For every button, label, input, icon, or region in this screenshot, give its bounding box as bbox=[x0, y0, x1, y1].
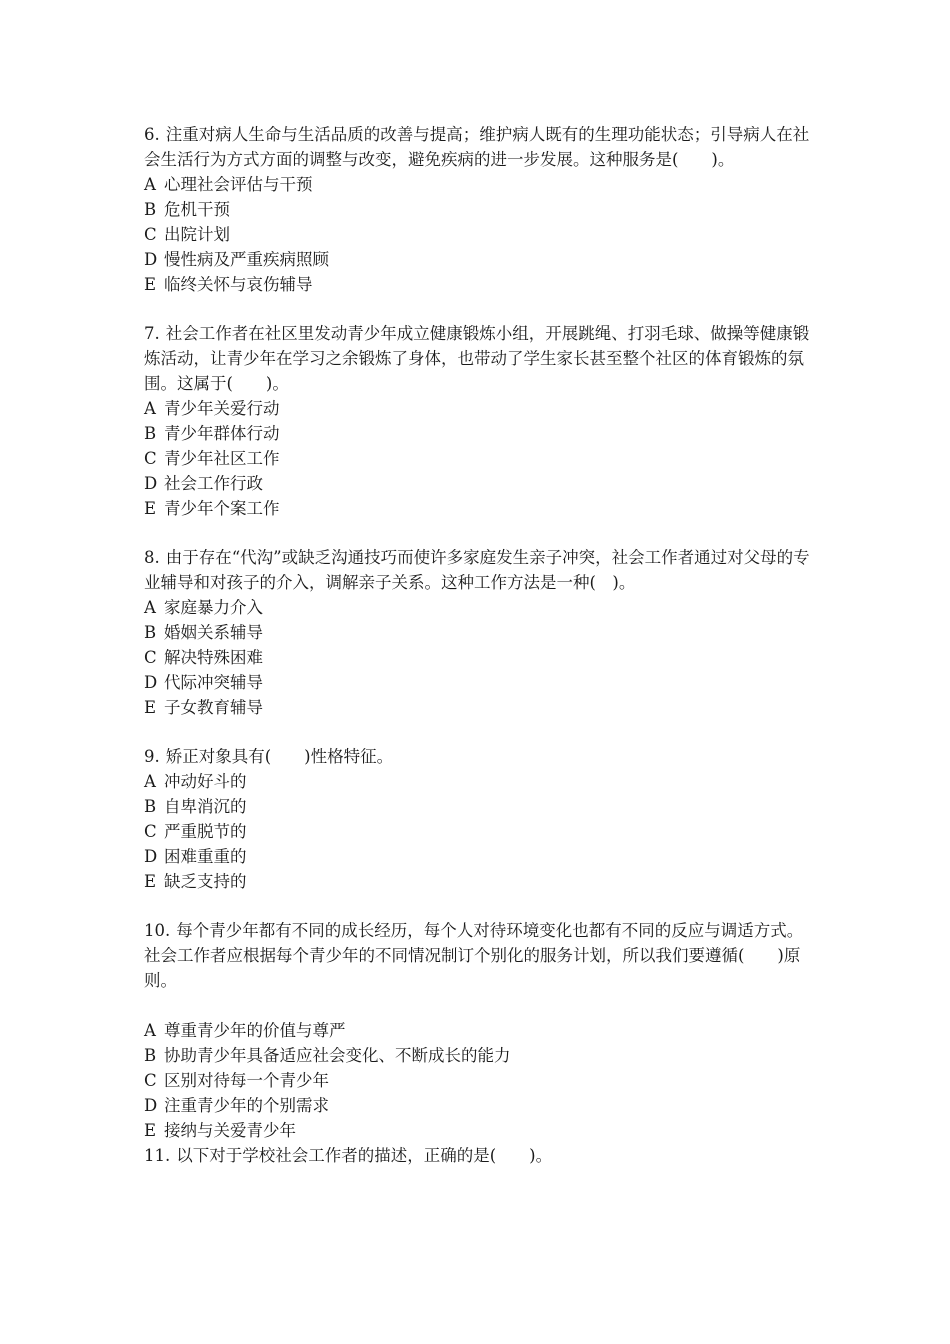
option-c bbox=[144, 819, 812, 844]
option-letter: A bbox=[144, 1021, 156, 1040]
question-11 bbox=[144, 1143, 812, 1168]
option-e bbox=[144, 272, 812, 297]
option-text: 协助青少年具备适应社会变化、不断成长的能力 bbox=[164, 1046, 511, 1065]
question-stem bbox=[144, 321, 812, 396]
option-b bbox=[144, 1043, 812, 1068]
option-letter: A bbox=[144, 598, 156, 617]
option-text: 子女教育辅导 bbox=[164, 698, 263, 717]
option-e bbox=[144, 869, 812, 894]
option-d bbox=[144, 471, 812, 496]
option-c bbox=[144, 645, 812, 670]
option-text: 社会工作行政 bbox=[164, 474, 263, 493]
option-letter: B bbox=[144, 797, 157, 816]
question-10 bbox=[144, 918, 812, 1143]
option-e bbox=[144, 1118, 812, 1143]
option-c bbox=[144, 446, 812, 471]
option-text: 青少年社区工作 bbox=[164, 449, 280, 468]
option-list bbox=[144, 396, 812, 521]
spacer bbox=[144, 521, 812, 545]
question-7 bbox=[144, 321, 812, 521]
option-list bbox=[144, 769, 812, 894]
option-letter: E bbox=[144, 872, 157, 891]
option-c bbox=[144, 222, 812, 247]
option-text: 区别对待每一个青少年 bbox=[164, 1071, 329, 1090]
question-text: 以下对于学校社会工作者的描述，正确的是( )。 bbox=[176, 1146, 553, 1165]
question-number: 7. bbox=[144, 324, 160, 343]
option-letter: B bbox=[144, 200, 157, 219]
option-letter: D bbox=[144, 1096, 158, 1115]
option-text: 家庭暴力介入 bbox=[164, 598, 263, 617]
document-page bbox=[144, 122, 812, 1168]
question-number: 11. bbox=[144, 1146, 171, 1165]
option-text: 危机干预 bbox=[164, 200, 230, 219]
option-text: 代际冲突辅导 bbox=[164, 673, 263, 692]
option-list bbox=[144, 172, 812, 297]
option-text: 婚姻关系辅导 bbox=[164, 623, 263, 642]
option-text: 缺乏支持的 bbox=[164, 872, 247, 891]
option-a bbox=[144, 595, 812, 620]
spacer bbox=[144, 720, 812, 744]
spacer bbox=[144, 993, 812, 1018]
option-text: 出院计划 bbox=[164, 225, 230, 244]
question-stem bbox=[144, 918, 812, 993]
option-text: 慢性病及严重疾病照顾 bbox=[164, 250, 329, 269]
option-letter: D bbox=[144, 250, 158, 269]
option-letter: A bbox=[144, 772, 156, 791]
option-b bbox=[144, 421, 812, 446]
option-d bbox=[144, 844, 812, 869]
option-letter: E bbox=[144, 275, 157, 294]
option-letter: B bbox=[144, 424, 157, 443]
option-text: 青少年关爱行动 bbox=[164, 399, 280, 418]
option-d bbox=[144, 670, 812, 695]
option-a bbox=[144, 769, 812, 794]
question-8 bbox=[144, 545, 812, 720]
option-list bbox=[144, 595, 812, 720]
option-list bbox=[144, 1018, 812, 1143]
option-b bbox=[144, 794, 812, 819]
option-letter: E bbox=[144, 499, 157, 518]
option-letter: B bbox=[144, 623, 157, 642]
option-letter: A bbox=[144, 399, 156, 418]
option-text: 青少年个案工作 bbox=[164, 499, 280, 518]
option-letter: E bbox=[144, 698, 157, 717]
option-letter: C bbox=[144, 449, 157, 468]
option-d bbox=[144, 1093, 812, 1118]
option-text: 自卑消沉的 bbox=[164, 797, 247, 816]
option-a bbox=[144, 172, 812, 197]
option-letter: C bbox=[144, 648, 157, 667]
question-text: 由于存在“代沟”或缺乏沟通技巧而使许多家庭发生亲子冲突，社会工作者通过对父母的专业辅导和对孩子的介入，调解亲子关系。这种工作方法是一种( )。 bbox=[144, 548, 810, 592]
question-stem bbox=[144, 545, 812, 595]
spacer bbox=[144, 894, 812, 918]
option-letter: C bbox=[144, 1071, 157, 1090]
question-text: 社会工作者在社区里发动青少年成立健康锻炼小组，开展跳绳、打羽毛球、做操等健康锻炼活动，让青少年在学习之余锻炼了身体，也带动了学生家长甚至整个社区的体育锻炼的氛围。这属于( )。 bbox=[144, 324, 810, 393]
option-e bbox=[144, 695, 812, 720]
option-text: 严重脱节的 bbox=[164, 822, 247, 841]
question-text: 矫正对象具有( )性格特征。 bbox=[165, 747, 394, 766]
option-c bbox=[144, 1068, 812, 1093]
question-6 bbox=[144, 122, 812, 297]
option-letter: D bbox=[144, 474, 158, 493]
question-stem bbox=[144, 744, 812, 769]
option-text: 尊重青少年的价值与尊严 bbox=[164, 1021, 346, 1040]
option-text: 临终关怀与哀伤辅导 bbox=[164, 275, 313, 294]
option-letter: A bbox=[144, 175, 156, 194]
option-text: 注重青少年的个别需求 bbox=[164, 1096, 329, 1115]
question-stem bbox=[144, 122, 812, 172]
option-b bbox=[144, 620, 812, 645]
question-number: 8. bbox=[144, 548, 160, 567]
option-a bbox=[144, 396, 812, 421]
option-text: 心理社会评估与干预 bbox=[164, 175, 313, 194]
option-letter: C bbox=[144, 822, 157, 841]
question-number: 9. bbox=[144, 747, 160, 766]
option-text: 解决特殊困难 bbox=[164, 648, 263, 667]
option-text: 接纳与关爱青少年 bbox=[164, 1121, 296, 1140]
option-text: 青少年群体行动 bbox=[164, 424, 280, 443]
option-letter: B bbox=[144, 1046, 157, 1065]
option-e bbox=[144, 496, 812, 521]
option-letter: D bbox=[144, 847, 158, 866]
option-letter: E bbox=[144, 1121, 157, 1140]
option-letter: D bbox=[144, 673, 158, 692]
question-number: 10. bbox=[144, 921, 171, 940]
question-text: 注重对病人生命与生活品质的改善与提高；维护病人既有的生理功能状态；引导病人在社会生活行为方式方面的调整与改变，避免疾病的进一步发展。这种服务是( )。 bbox=[144, 125, 810, 169]
option-b bbox=[144, 197, 812, 222]
question-9 bbox=[144, 744, 812, 894]
option-d bbox=[144, 247, 812, 272]
option-text: 困难重重的 bbox=[164, 847, 247, 866]
spacer bbox=[144, 297, 812, 321]
option-letter: C bbox=[144, 225, 157, 244]
option-text: 冲动好斗的 bbox=[164, 772, 247, 791]
question-text: 每个青少年都有不同的成长经历，每个人对待环境变化也都有不同的反应与调适方式。社会工作者应根据每个青少年的不同情况制订个别化的服务计划，所以我们要遵循( )原则。 bbox=[144, 921, 804, 990]
question-stem bbox=[144, 1143, 812, 1168]
option-a bbox=[144, 1018, 812, 1043]
question-number: 6. bbox=[144, 125, 160, 144]
